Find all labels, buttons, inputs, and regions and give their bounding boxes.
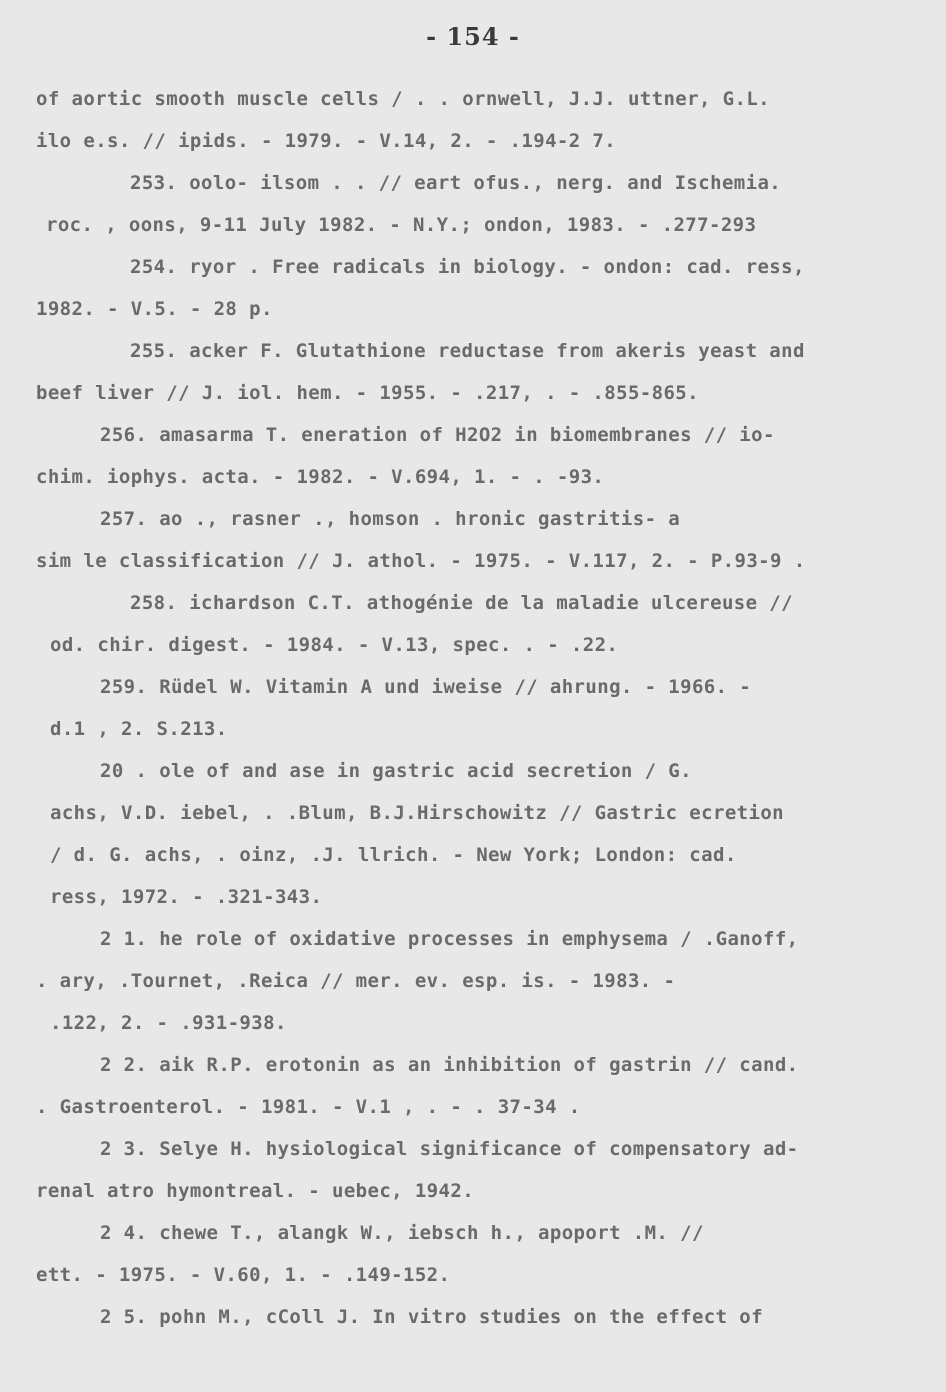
ref-line: ett. - 1975. - V.60, 1. - .149-152. [36, 1264, 451, 1286]
ref-line: 253. oolo- ilsom . . // eart ofus., nerg. and Ischemia. [130, 172, 782, 194]
ref-line: 2 5. pohn M., cColl J. In vitro studies on the effect of [100, 1306, 763, 1328]
ref-line: 1982. - V.5. - 28 p. [36, 298, 273, 320]
ref-line: chim. iophys. acta. - 1982. - V.694, 1. - . -93. [36, 466, 605, 488]
ref-line: ilo e.s. // ipids. - 1979. - V.14, 2. - .194-2 7. [36, 130, 617, 152]
ref-line: ress, 1972. - .321-343. [50, 886, 323, 908]
ref-line: 2 3. Selye H. hysiological significance of compensatory ad- [100, 1138, 799, 1160]
ref-line: .122, 2. - .931-938. [50, 1012, 287, 1034]
ref-line: . Gastroenterol. - 1981. - V.1 , . - . 37-34 . [36, 1096, 581, 1118]
ref-line: 254. ryor . Free radicals in biology. - ondon: cad. ress, [130, 256, 805, 278]
ref-line: of aortic smooth muscle cells / . . ornwell, J.J. uttner, G.L. [36, 88, 771, 110]
ref-line: 255. acker F. Glutathione reductase from akeris yeast and [130, 340, 805, 362]
ref-line: . ary, .Tournet, .Reica // mer. ev. esp. is. - 1983. - [36, 970, 676, 992]
ref-line: d.1 , 2. S.213. [50, 718, 228, 740]
ref-line: 2 2. aik R.P. erotonin as an inhibition of gastrin // cand. [100, 1054, 799, 1076]
page-number: - 154 - [426, 22, 520, 51]
ref-line: beef liver // J. iol. hem. - 1955. - .217, . - .855-865. [36, 382, 699, 404]
ref-line: 257. ao ., rasner ., homson . hronic gastritis- a [100, 508, 681, 530]
ref-line: achs, V.D. iebel, . .Blum, B.J.Hirschowitz // Gastric ecretion [50, 802, 785, 824]
ref-line: sim le classification // J. athol. - 1975. - V.117, 2. - P.93-9 . [36, 550, 806, 572]
ref-line: od. chir. digest. - 1984. - V.13, spec. . - .22. [50, 634, 619, 656]
ref-line: 20 . ole of and ase in gastric acid secretion / G. [100, 760, 692, 782]
ref-line: 256. amasarma T. eneration of H2O2 in biomembranes // io- [100, 424, 775, 446]
ref-line: 2 4. chewe T., alangk W., iebsch h., apoport .M. // [100, 1222, 704, 1244]
ref-line: renal atro hymontreal. - uebec, 1942. [36, 1180, 475, 1202]
ref-line: 258. ichardson C.T. athogénie de la maladie ulcereuse // [130, 592, 793, 614]
ref-line: 259. Rüdel W. Vitamin A und iweise // ahrung. - 1966. - [100, 676, 752, 698]
ref-line: 2 1. he role of oxidative processes in emphysema / .Ganoff, [100, 928, 799, 950]
ref-line: roc. , oons, 9-11 July 1982. - N.Y.; ondon, 1983. - .277-293 [46, 214, 757, 236]
ref-line: / d. G. achs, . oinz, .J. llrich. - New York; London: cad. [50, 844, 737, 866]
